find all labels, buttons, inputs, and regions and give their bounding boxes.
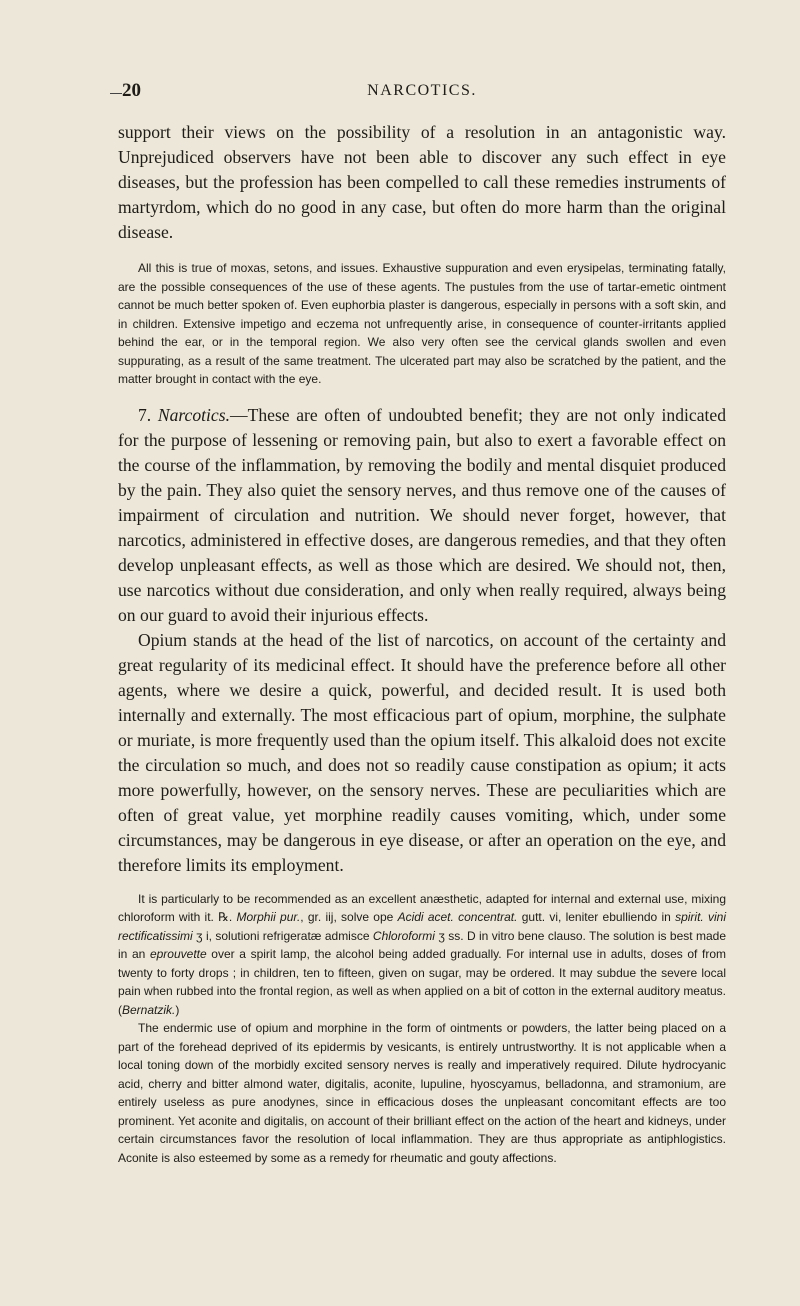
formula-text-2: , gr. iij, solve ope	[300, 910, 398, 924]
citation-author: Bernatzik.	[122, 1002, 176, 1017]
page-header	[114, 80, 730, 106]
formula-latin-4: Chloroformi	[372, 928, 435, 943]
formula-text-1: It is particularly to be recommended as an excellent anæsthetic, adapted for internal and external use, mixing chloroform with it. ℞.	[118, 891, 726, 924]
footnote-endermic-use: The endermic use of opium and morphine in the form of ointments or powders, the latter being placed on a part of the forehead deprived of its epidermis by vesicants, is entirely untrustworthy. It is not applicable when a local toning down of the morbidly excited sensory nerves is really and imperatively required. Dilute hydrocyanic acid, cherry and bitter almond water, digitalis, aconite, lupuline, hyoscyamus, belladonna, and stramonium, are entirely useless as pure anodynes, since in efficacious doses the unpleasant concomitant effects are too prominent. Yet aconite and digitalis, on account of their brilliant effect on the action of the heart and kidneys, under certain circumstances favor the resolution of local inflammation. They are thus appropriate as antiphlogistics. Aconite is also esteemed by some as a remedy for rheumatic and gouty affections.	[118, 1021, 726, 1165]
formula-latin-1: Morphii pur.	[236, 910, 301, 924]
formula-latin-5: eprouvette	[149, 947, 207, 961]
formula-latin-2: Acidi acet. concentrat.	[397, 910, 518, 924]
formula-text-5: ʒ ss. D in vitro bene clauso. The solution is best made in an	[118, 928, 726, 961]
section-number: 7.	[138, 404, 152, 425]
paragraph-opium: Opium stands at the head of the list of narcotics, on account of the certainty and great regularity of its medicinal effect. It should have the preference before all other agents, where we desire a quick, powerful, and decided result. It is used both internally and externally. The most efficacious part of opium, morphine, the sulphate or muriate, is more frequently used than the opium itself. This alkaloid does not excite the circulation so much, and does not so readily cause constipation as opium; it acts more powerfully, however, on the sensory nerves. These are peculiarities which are often of great value, yet morphine readily causes vomiting, which, under some circumstances, may be dangerous in eye disease, or after an operation on the eye, and therefore limits its employment.	[118, 629, 726, 875]
section-heading: Narcotics.	[157, 404, 230, 425]
footnote-moxas: All this is true of moxas, setons, and issues. Exhaustive suppuration and even erysipelas, terminating fatally, are the possible consequences of the use of these agents. The pustules from the use of tartar-emetic ointment cannot be much better spoken of. Even euphorbia plaster is dangerous, especially in persons with a soft skin, and in children. Extensive impetigo and eczema not unfrequently arise, in consequence of counter-irritants applied behind the ear, or in the temporal region. We also very often see the cervical glands swollen and even suppurating, as a result of the same treatment. The ulcerated part may also be scratched by the patient, and the matter brought in contact with the eye.	[118, 261, 726, 386]
formula-text-6: over a spirit lamp, the alcohol being added gradually. For internal use in adults, doses of from twenty to forty drops ; in children, ten to fifteen, given on sugar, may be ordered. It may subdue the severe local pain when rubbed into the frontal region, as well as when applied on a bit of cotton in the external auditory meatus. (	[118, 947, 727, 1017]
running-title: NARCOTICS.	[367, 82, 477, 99]
formula-text-4: ʒ i, solutioni refrigeratæ admisce	[192, 928, 373, 943]
footnote-morphine-formula	[118, 890, 726, 1020]
section-7-narcotics	[118, 403, 726, 628]
paragraph-intro: support their views on the possibility of a resolution in an antagonistic way. Unprejudiced observers have not been able to discover any such effect in eye diseases, but the profession has been compelled to call these remedies instruments of martyrdom, which do no good in any case, but often do more harm than the original disease.	[118, 122, 726, 242]
formula-latin-3: spirit. vini rectificatissimi	[118, 910, 727, 943]
section-text: —These are often of undoubted benefit; they are not only indicated for the purpose of lessening or removing pain, but also to exert a favorable effect on the course of the inflammation, by removing the bodily and mental disquiet produced by the pain. They also quiet the sensory nerves, and thus remove one of the causes of impairment of circulation and nutrition. We should never forget, however, that narcotics, administered in effective doses, are dangerous remedies, and that they often develop unpleasant effects, as well as those which are desired. We should not, then, use narcotics without due consideration, and only when really required, always being on our guard to avoid their injurious effects.	[118, 404, 727, 625]
formula-text-3: gutt. vi, leniter ebulliendo in	[517, 910, 676, 924]
page-number: 20	[122, 80, 141, 101]
page-body	[118, 120, 726, 1167]
formula-text-7: )	[175, 1002, 180, 1017]
